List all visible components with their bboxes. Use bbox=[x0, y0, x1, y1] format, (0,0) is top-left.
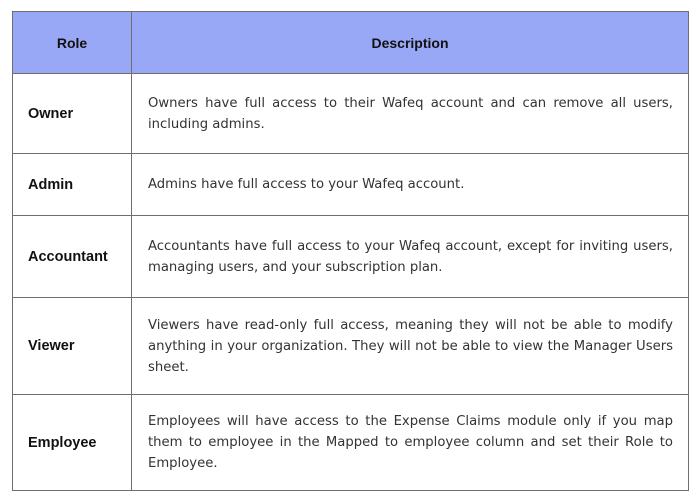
role-cell: Admin bbox=[13, 154, 132, 216]
description-cell: Owners have full access to their Wafeq account and can remove all users, including admins. bbox=[132, 74, 689, 154]
role-cell: Accountant bbox=[13, 216, 132, 298]
roles-table-container bbox=[12, 11, 688, 491]
role-cell: Employee bbox=[13, 395, 132, 491]
role-cell: Viewer bbox=[13, 298, 132, 395]
table-row-owner bbox=[13, 74, 689, 154]
table-row-employee bbox=[13, 395, 689, 491]
column-header-description: Description bbox=[132, 12, 689, 74]
table-row-admin bbox=[13, 154, 689, 216]
description-cell: Viewers have read-only full access, meaning they will not be able to modify anything in your organization. They will not be able to view the Manager Users sheet. bbox=[132, 298, 689, 395]
header-row bbox=[13, 12, 689, 74]
table-row-accountant bbox=[13, 216, 689, 298]
roles-table bbox=[12, 11, 689, 491]
description-cell: Employees will have access to the Expense Claims module only if you map them to employee in the Mapped to employee column and set their Role to Employee. bbox=[132, 395, 689, 491]
table-body bbox=[13, 74, 689, 491]
table-row-viewer bbox=[13, 298, 689, 395]
role-cell: Owner bbox=[13, 74, 132, 154]
description-cell: Accountants have full access to your Wafeq account, except for inviting users, managing users, and your subscription plan. bbox=[132, 216, 689, 298]
description-cell: Admins have full access to your Wafeq account. bbox=[132, 154, 689, 216]
column-header-role: Role bbox=[13, 12, 132, 74]
table-header bbox=[13, 12, 689, 74]
